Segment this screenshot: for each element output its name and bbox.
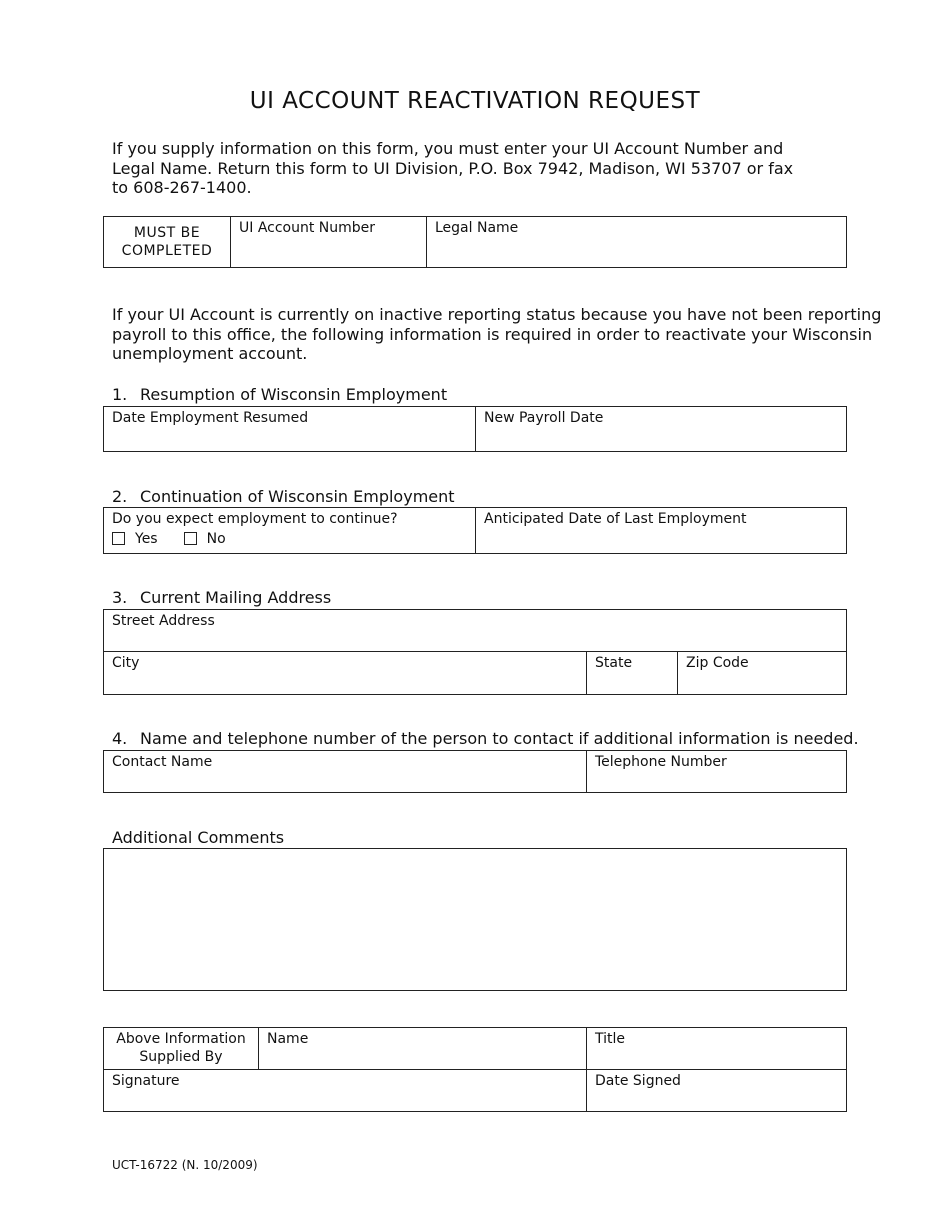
additional-comments-heading: Additional Comments (112, 828, 285, 847)
section-4-box (103, 750, 847, 793)
signature-field[interactable] (104, 1070, 587, 1112)
section-4-heading (112, 729, 859, 748)
street-address-field[interactable] (104, 610, 847, 652)
section-2-number: 2. (112, 487, 128, 506)
street-address-label: Street Address (112, 613, 215, 629)
intro-text (112, 139, 793, 198)
section-2-heading (112, 487, 455, 506)
employment-continue-field (104, 508, 476, 554)
section-1-heading (112, 385, 447, 404)
intro-line-1: If you supply information on this form, you must enter your UI Account Number and (112, 139, 784, 158)
section-3-number: 3. (112, 588, 128, 607)
yes-label: Yes (135, 531, 158, 547)
no-checkbox[interactable] (184, 532, 197, 545)
section-3-title: Current Mailing Address (140, 588, 332, 607)
supplier-title-label: Title (595, 1031, 626, 1047)
supplier-name-field[interactable] (259, 1028, 587, 1070)
date-signed-field[interactable] (587, 1070, 847, 1112)
last-employment-date-field[interactable] (476, 508, 847, 554)
section-1-number: 1. (112, 385, 128, 404)
signature-label: Signature (112, 1073, 180, 1089)
state-field[interactable] (587, 652, 678, 695)
section-3-box (103, 609, 847, 695)
employment-continue-question: Do you expect employment to continue? (112, 511, 398, 527)
ui-account-number-label: UI Account Number (239, 220, 376, 236)
additional-comments-field[interactable] (104, 849, 847, 991)
form-code: UCT-16722 (N. 10/2009) (112, 1158, 258, 1172)
contact-name-label: Contact Name (112, 754, 213, 770)
inactive-line-1: If your UI Account is currently on inactive reporting status because you have not been reporting (112, 305, 882, 324)
section-1-box (103, 406, 847, 452)
state-label: State (595, 655, 633, 671)
section-1-title: Resumption of Wisconsin Employment (140, 385, 448, 404)
inactive-line-3: unemployment account. (112, 344, 308, 363)
city-field[interactable] (104, 652, 587, 695)
intro-line-2: Legal Name. Return this form to UI Division, P.O. Box 7942, Madison, WI 53707 or fax (112, 158, 794, 178)
intro-line-3: to 608-267-1400. (112, 178, 252, 197)
section-2-box (103, 507, 847, 554)
zip-code-label: Zip Code (686, 655, 749, 671)
ui-account-number-field[interactable] (231, 217, 427, 268)
section-2-title: Continuation of Wisconsin Employment (140, 487, 455, 506)
page-title: UI ACCOUNT REACTIVATION REQUEST (249, 88, 701, 114)
signature-box (103, 1027, 847, 1112)
yes-checkbox[interactable] (112, 532, 125, 545)
section-4-title: Name and telephone number of the person to contact if additional information is needed. (140, 729, 859, 748)
supplier-name-label: Name (267, 1031, 309, 1047)
telephone-number-label: Telephone Number (595, 754, 727, 770)
city-label: City (112, 655, 140, 671)
date-signed-label: Date Signed (595, 1073, 681, 1089)
new-payroll-date-field[interactable] (476, 407, 847, 452)
no-label: No (206, 531, 226, 547)
inactive-line-2: payroll to this office, the following information is required in order to reactivate your Wisconsin (112, 324, 873, 344)
new-payroll-date-label: New Payroll Date (484, 410, 604, 426)
section-3-heading (112, 588, 331, 607)
must-be-completed-label: MUST BE COMPLETED (104, 217, 231, 268)
zip-code-field[interactable] (678, 652, 847, 695)
additional-comments-box (103, 848, 847, 991)
date-employment-resumed-field[interactable] (104, 407, 476, 452)
legal-name-field[interactable] (427, 217, 847, 268)
inactive-status-text (112, 305, 881, 364)
section-4-number: 4. (112, 729, 128, 748)
telephone-number-field[interactable] (587, 751, 847, 793)
supplier-title-field[interactable] (587, 1028, 847, 1070)
contact-name-field[interactable] (104, 751, 587, 793)
required-info-box (103, 216, 847, 268)
yes-no-options (112, 530, 467, 548)
legal-name-label: Legal Name (435, 220, 519, 236)
date-employment-resumed-label: Date Employment Resumed (112, 410, 309, 426)
last-employment-date-label: Anticipated Date of Last Employment (484, 511, 747, 527)
supplied-by-label: Above Information Supplied By (104, 1028, 259, 1070)
